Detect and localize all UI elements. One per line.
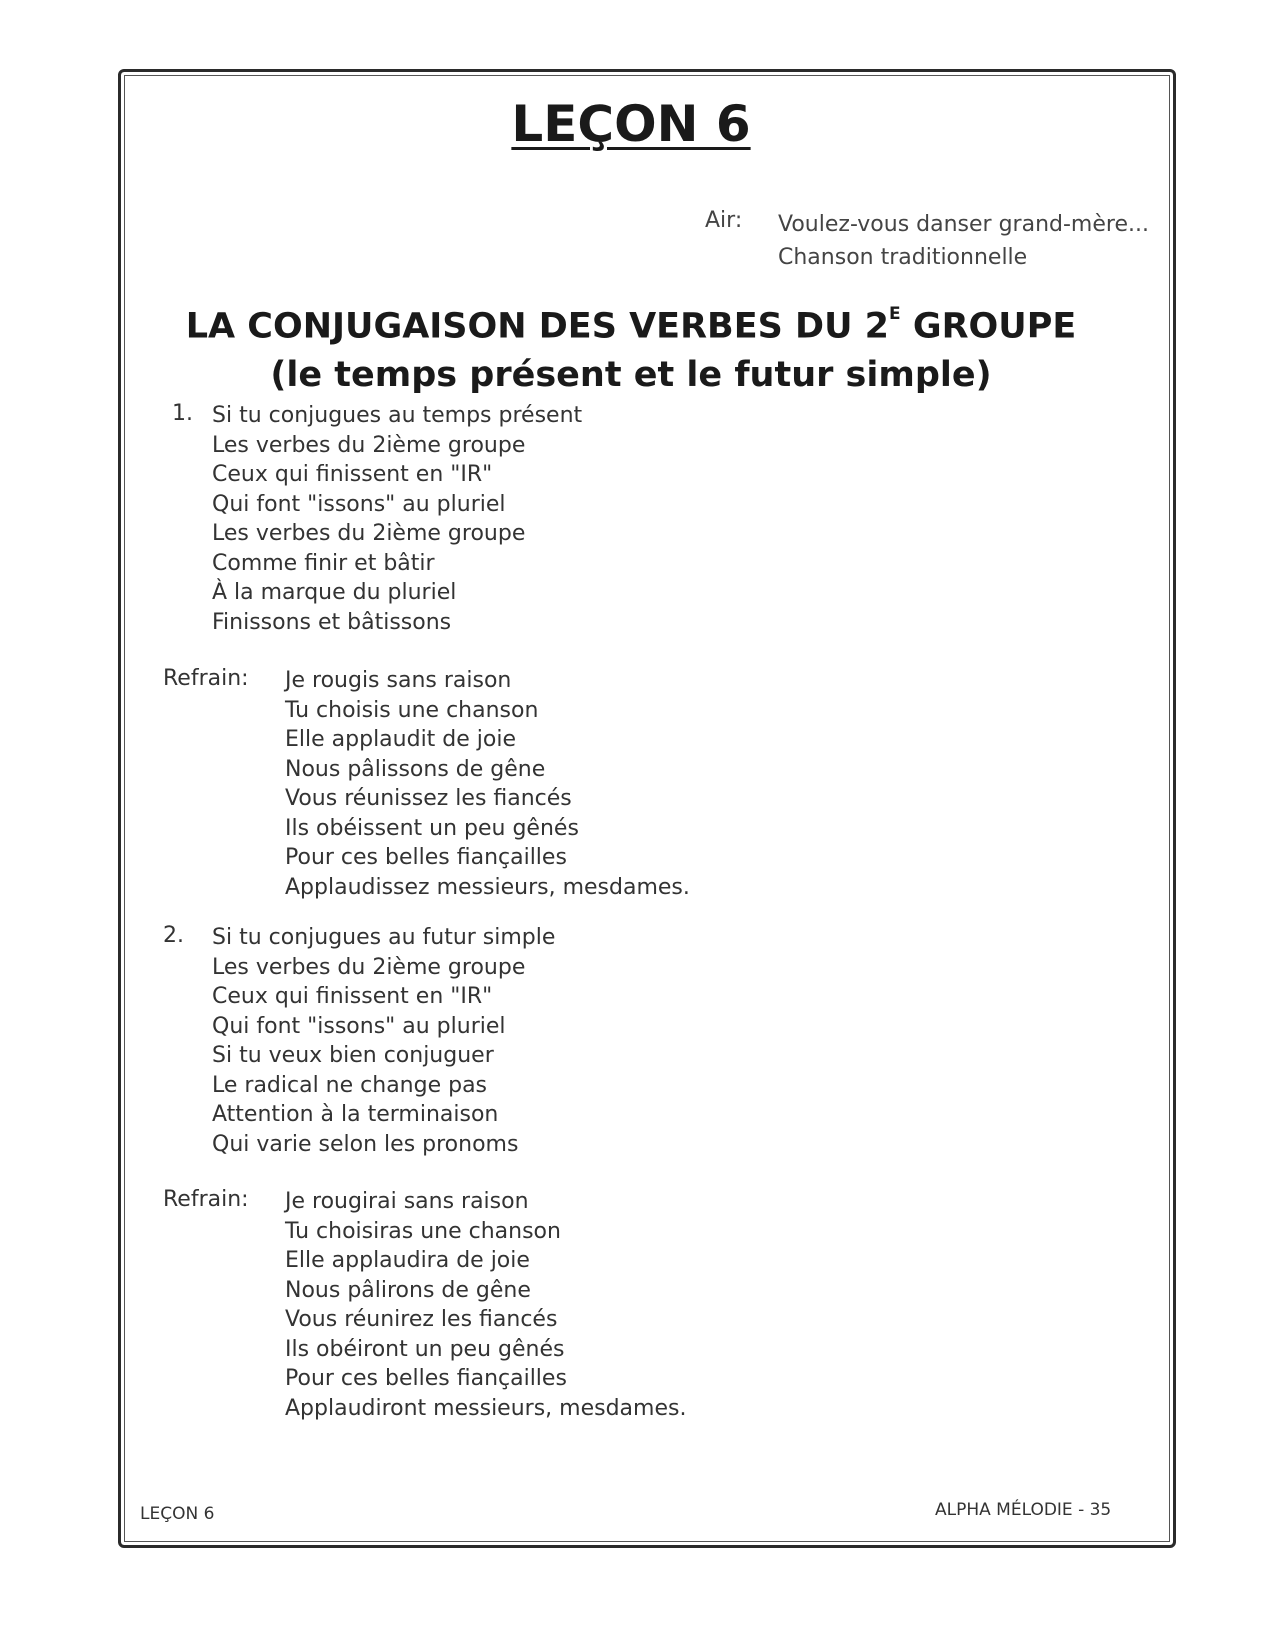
section-heading: [150, 296, 1112, 399]
verse-2: [212, 923, 555, 1159]
refrain-1: [285, 666, 690, 902]
verse-line: À la marque du pluriel: [212, 580, 457, 605]
air-label: Air:: [705, 208, 743, 233]
refrain-line: Ils obéiront un peu gênés: [285, 1336, 565, 1362]
verse-number: 1.: [172, 401, 193, 426]
heading-line-2: (le temps présent et le futur simple): [270, 354, 992, 395]
footer-page-number: ALPHA MÉLODIE - 35: [935, 1500, 1112, 1520]
heading-superscript: E: [889, 304, 901, 324]
verse-line: Les verbes du 2ième groupe: [212, 954, 526, 980]
refrain-label: Refrain:: [163, 1187, 249, 1212]
refrain-line: Elle applaudira de joie: [285, 1248, 530, 1273]
refrain-line: Applaudissez messieurs, mesdames.: [285, 874, 690, 900]
air-line: Voulez-vous danser grand-mère...: [778, 212, 1149, 237]
verse-line: Ceux qui finissent en "IR": [212, 984, 493, 1009]
refrain-label: Refrain:: [163, 666, 249, 691]
verse-line: Si tu conjugues au temps présent: [212, 403, 583, 428]
air-line: Chanson traditionnelle: [778, 245, 1028, 270]
footer-lesson-label: LEÇON 6: [140, 1504, 215, 1524]
verse-line: Si tu veux bien conjuguer: [212, 1043, 494, 1068]
verse-1: [212, 401, 582, 637]
verse-line: Le radical ne change pas: [212, 1072, 488, 1098]
refrain-line: Nous pâlissons de gêne: [285, 756, 546, 782]
refrain-line: Elle applaudit de joie: [285, 727, 517, 752]
air-lines: [778, 208, 1149, 274]
verse-line: Si tu conjugues au futur simple: [212, 925, 556, 950]
verse-number: 2.: [163, 923, 184, 948]
heading-text: LA CONJUGAISON DES VERBES DU 2: [185, 306, 890, 347]
lesson-title: LEÇON 6: [511, 95, 751, 153]
refrain-line: Vous réunissez les fiancés: [285, 786, 572, 811]
heading-line-1: [150, 296, 1112, 351]
heading-text-end: GROUPE: [900, 306, 1077, 347]
refrain-line: Je rougirai sans raison: [285, 1189, 529, 1214]
refrain-line: Pour ces belles fiançailles: [285, 1366, 567, 1391]
verse-line: Attention à la terminaison: [212, 1102, 499, 1127]
refrain-line: Pour ces belles fiançailles: [285, 845, 567, 870]
refrain-line: Je rougis sans raison: [285, 668, 512, 693]
refrain-line: Nous pâlirons de gêne: [285, 1277, 531, 1303]
refrain-line: Applaudiront messieurs, mesdames.: [285, 1395, 687, 1421]
verse-line: Comme finir et bâtir: [212, 550, 435, 576]
verse-line: Qui font "issons" au pluriel: [212, 1013, 506, 1039]
refrain-line: Ils obéissent un peu gênés: [285, 815, 579, 841]
verse-line: Qui varie selon les pronoms: [212, 1131, 519, 1157]
refrain-line: Tu choisis une chanson: [285, 697, 539, 723]
verse-line: Ceux qui finissent en "IR": [212, 462, 493, 487]
verse-line: Finissons et bâtissons: [212, 609, 452, 635]
verse-line: Les verbes du 2ième groupe: [212, 432, 526, 458]
refrain-line: Tu choisiras une chanson: [285, 1218, 561, 1244]
refrain-2: [285, 1187, 686, 1423]
refrain-line: Vous réunirez les fiancés: [285, 1307, 558, 1332]
verse-line: Qui font "issons" au pluriel: [212, 491, 506, 517]
verse-line: Les verbes du 2ième groupe: [212, 521, 526, 546]
